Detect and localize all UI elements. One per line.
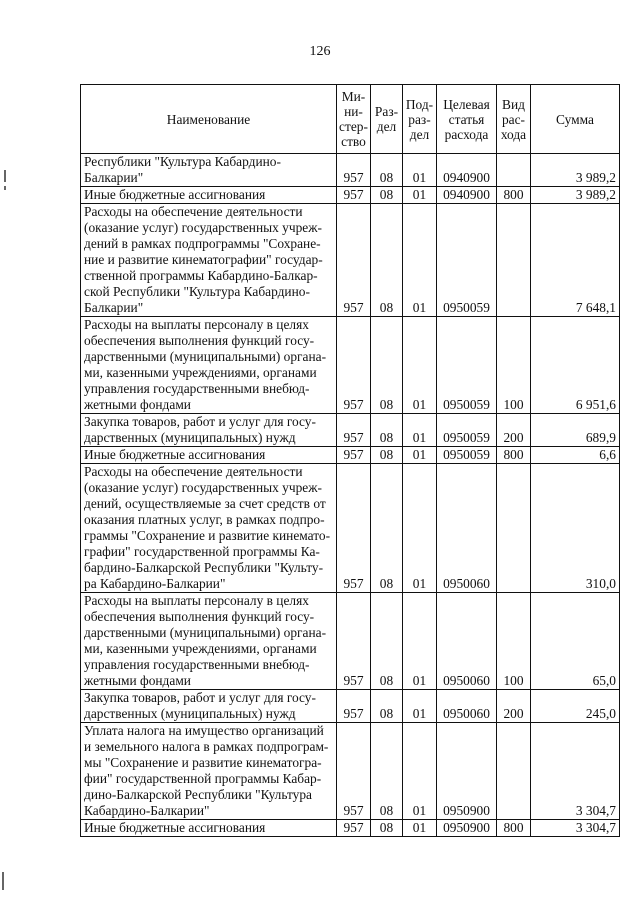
cell-subsection: 01: [403, 154, 437, 187]
table-row: [81, 317, 620, 414]
cell-target-article: 0950900: [437, 820, 497, 837]
cell-expense-type: 100: [497, 593, 531, 690]
cell-ministry: 957: [337, 317, 371, 414]
cell-target-article: 0950060: [437, 593, 497, 690]
cell-expense-type: 800: [497, 187, 531, 204]
table-row: [81, 593, 620, 690]
cell-section: 08: [371, 723, 403, 820]
header-name: Наименование: [81, 85, 337, 154]
margin-scan-mark: [4, 170, 6, 182]
cell-target-article: 0940900: [437, 187, 497, 204]
cell-amount: 6 951,6: [531, 317, 620, 414]
cell-target-article: 0950060: [437, 690, 497, 723]
header-ministry: Ми- ни- стер- ство: [337, 85, 371, 154]
cell-amount: 6,6: [531, 447, 620, 464]
cell-subsection: 01: [403, 204, 437, 317]
cell-section: 08: [371, 690, 403, 723]
table-row: [81, 187, 620, 204]
cell-target-article: 0950059: [437, 414, 497, 447]
cell-section: 08: [371, 447, 403, 464]
cell-subsection: 01: [403, 414, 437, 447]
cell-subsection: 01: [403, 690, 437, 723]
header-section: Раз- дел: [371, 85, 403, 154]
cell-subsection: 01: [403, 317, 437, 414]
cell-section: 08: [371, 414, 403, 447]
cell-name: Уплата налога на имущество организаций и земельного налога в рамках подпрограм- мы "Сохранение и развитие кинематогра- фии" государственной программы Кабар- дино-Балкарской Республики "Культура Кабардино-Балкарии": [81, 723, 337, 820]
cell-expense-type: 100: [497, 317, 531, 414]
cell-expense-type: [497, 723, 531, 820]
cell-target-article: 0950059: [437, 317, 497, 414]
cell-amount: 3 989,2: [531, 187, 620, 204]
cell-target-article: 0950059: [437, 204, 497, 317]
cell-name: Закупка товаров, работ и услуг для госу- дарственных (муниципальных) нужд: [81, 414, 337, 447]
budget-table: [80, 84, 620, 837]
cell-amount: 3 304,7: [531, 723, 620, 820]
cell-ministry: 957: [337, 593, 371, 690]
cell-ministry: 957: [337, 447, 371, 464]
cell-section: 08: [371, 154, 403, 187]
table-row: [81, 447, 620, 464]
cell-section: 08: [371, 820, 403, 837]
cell-expense-type: 800: [497, 447, 531, 464]
cell-name: Иные бюджетные ассигнования: [81, 447, 337, 464]
table-row: [81, 723, 620, 820]
cell-section: 08: [371, 464, 403, 593]
cell-expense-type: 200: [497, 414, 531, 447]
cell-subsection: 01: [403, 447, 437, 464]
table-row: [81, 204, 620, 317]
cell-ministry: 957: [337, 204, 371, 317]
cell-ministry: 957: [337, 690, 371, 723]
table-row: [81, 690, 620, 723]
cell-amount: 310,0: [531, 464, 620, 593]
cell-section: 08: [371, 204, 403, 317]
cell-target-article: 0950060: [437, 464, 497, 593]
cell-subsection: 01: [403, 820, 437, 837]
cell-name: Расходы на обеспечение деятельности (оказание услуг) государственных учреж- дений в рамках подпрограммы "Сохране- ние и развитие кинематографии" государ- ственной программы Кабардино-Балкар- ской Республики "Культура Кабардино- Балкарии": [81, 204, 337, 317]
table-row: [81, 414, 620, 447]
cell-ministry: 957: [337, 187, 371, 204]
header-subsection: Под- раз- дел: [403, 85, 437, 154]
cell-section: 08: [371, 593, 403, 690]
cell-amount: 65,0: [531, 593, 620, 690]
cell-section: 08: [371, 187, 403, 204]
cell-ministry: 957: [337, 820, 371, 837]
cell-amount: 7 648,1: [531, 204, 620, 317]
table-row: [81, 464, 620, 593]
cell-subsection: 01: [403, 187, 437, 204]
cell-expense-type: [497, 464, 531, 593]
cell-ministry: 957: [337, 723, 371, 820]
cell-name: Закупка товаров, работ и услуг для госу- дарственных (муниципальных) нужд: [81, 690, 337, 723]
cell-amount: 3 304,7: [531, 820, 620, 837]
cell-target-article: 0950900: [437, 723, 497, 820]
cell-expense-type: [497, 204, 531, 317]
margin-scan-mark: [4, 186, 6, 190]
page-number: 126: [309, 44, 331, 59]
header-target-article: Целевая статья расхода: [437, 85, 497, 154]
cell-amount: 245,0: [531, 690, 620, 723]
table-header-row: [81, 85, 620, 154]
cell-ministry: 957: [337, 464, 371, 593]
header-amount: Сумма: [531, 85, 620, 154]
cell-name: Иные бюджетные ассигнования: [81, 820, 337, 837]
margin-scan-mark: [2, 872, 4, 890]
cell-subsection: 01: [403, 464, 437, 593]
cell-target-article: 0950059: [437, 447, 497, 464]
cell-expense-type: 200: [497, 690, 531, 723]
cell-name: Республики "Культура Кабардино- Балкарии": [81, 154, 337, 187]
table-row: [81, 154, 620, 187]
cell-subsection: 01: [403, 593, 437, 690]
cell-section: 08: [371, 317, 403, 414]
table-body: [81, 154, 620, 837]
cell-name: Расходы на обеспечение деятельности (оказание услуг) государственных учреж- дений, осуществляемые за счет средств от оказания платных услуг, в рамках подпро- граммы "Сохранение и развитие кинемато- графии" государственной программы Ка- бардино-Балкарской Республики "Культу- ра Кабардино-Балкарии": [81, 464, 337, 593]
cell-target-article: 0940900: [437, 154, 497, 187]
cell-subsection: 01: [403, 723, 437, 820]
cell-expense-type: 800: [497, 820, 531, 837]
cell-amount: 689,9: [531, 414, 620, 447]
cell-expense-type: [497, 154, 531, 187]
cell-name: Расходы на выплаты персоналу в целях обеспечения выполнения функций госу- дарственными (муниципальными) органа- ми, казенными учреждениями, органами управления государственными внебюд- жетными фондами: [81, 317, 337, 414]
cell-ministry: 957: [337, 414, 371, 447]
table-row: [81, 820, 620, 837]
cell-ministry: 957: [337, 154, 371, 187]
cell-name: Иные бюджетные ассигнования: [81, 187, 337, 204]
cell-amount: 3 989,2: [531, 154, 620, 187]
header-expense-type: Вид рас- хода: [497, 85, 531, 154]
cell-name: Расходы на выплаты персоналу в целях обеспечения выполнения функций госу- дарственными (муниципальными) органа- ми, казенными учреждениями, органами управления государственными внебюд- жетными фондами: [81, 593, 337, 690]
